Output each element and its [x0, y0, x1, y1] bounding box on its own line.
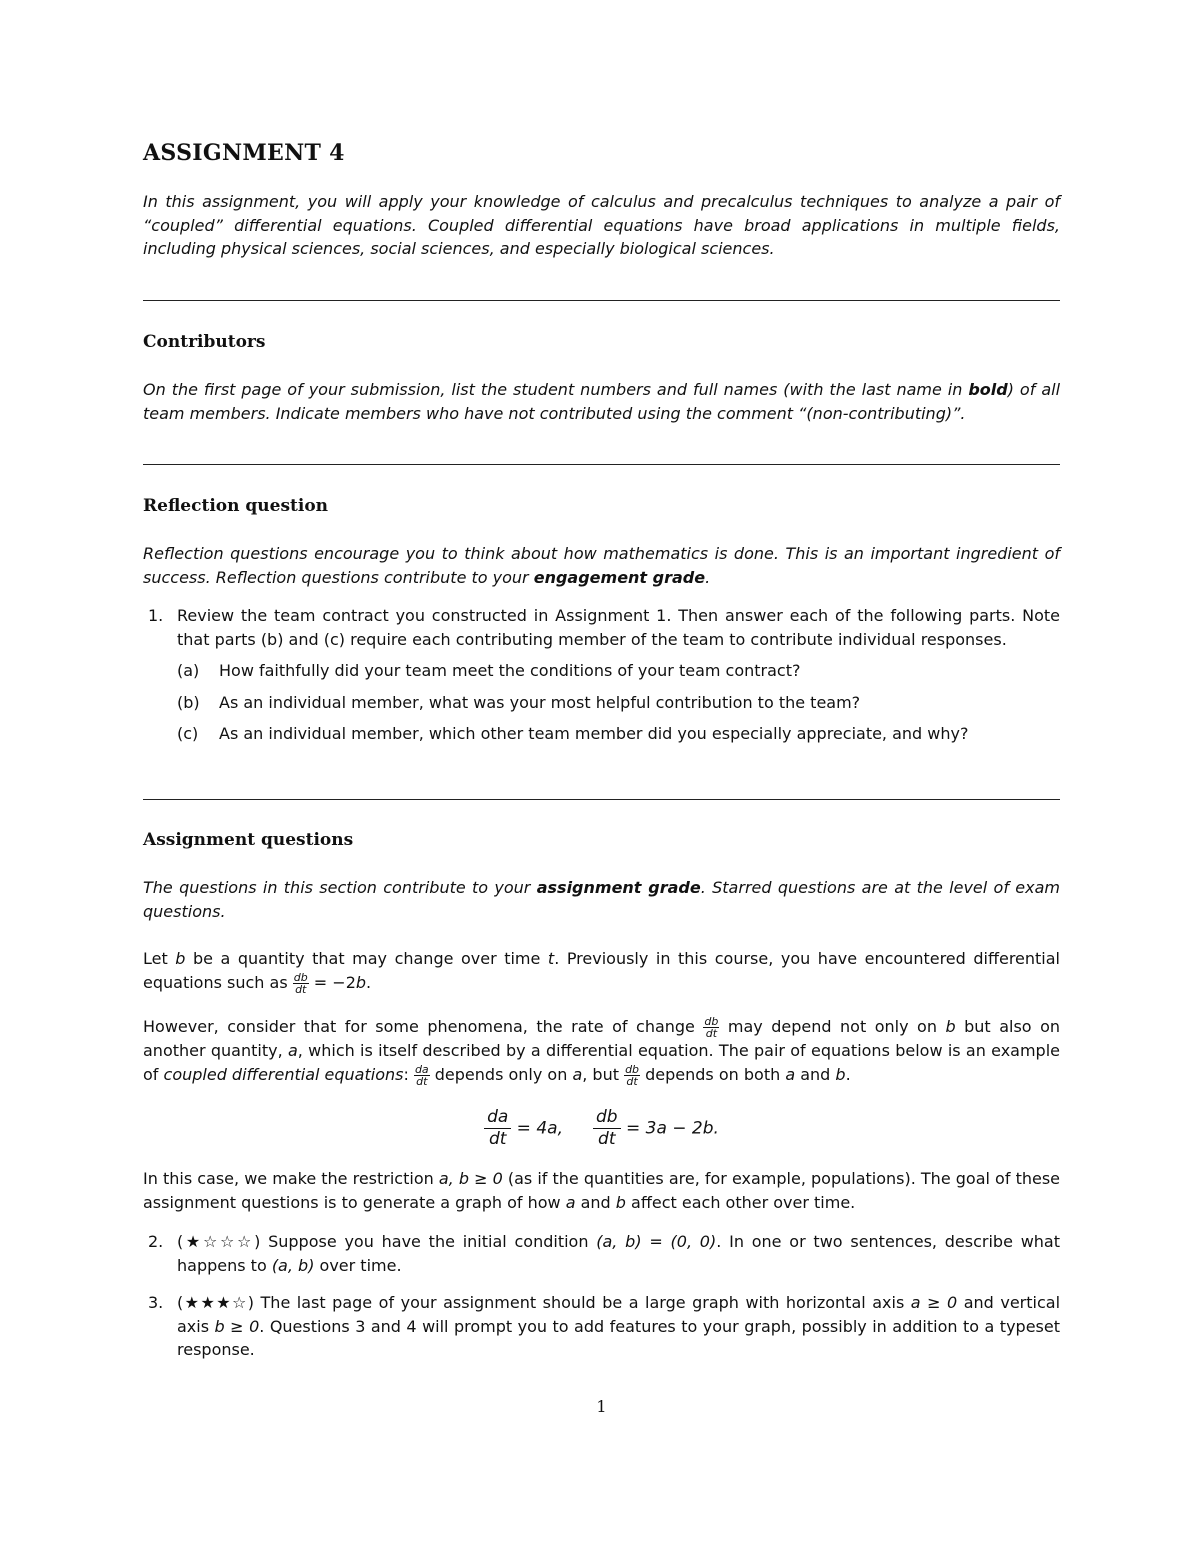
paragraph-restriction: In this case, we make the restriction a, b ≥ 0 (as if the quantities are, for example, populations). The goal of these assignment questions is to generate a graph of how a and b affect each other over time.: [143, 1169, 1060, 1212]
question-1-part-c: (c) As an individual member, which other team member did you especially appreciate, and why?: [177, 724, 969, 743]
section-divider: [143, 799, 1060, 800]
bold-word: bold: [968, 380, 1008, 399]
paragraph-coupled-intro: However, consider that for some phenomena, the rate of change $\frac{db}{dt}$ may depend not only on b but also on another quantity, a, which is itself described by a differential equation. The pair of equations below is an example of coupled differential equations: $\frac{da}{dt}$ depends only on a, but $\frac{db}{dt}$ depends on both a and b.: [143, 1015, 1061, 1088]
question-1-part-b: (b) As an individual member, what was your most helpful contribution to the team?: [177, 692, 861, 712]
assignment-intro: The questions in this section contribute to your assignment grade. Starred questions are at the level of exam questions.: [143, 878, 1061, 921]
page-number: 1: [596, 1397, 607, 1416]
question-1-part-a: (a) How faithfully did your team meet the conditions of your team contract?: [177, 661, 801, 680]
fraction-da-dt: $\frac{da}{dt}$: [484, 1107, 511, 1150]
engagement-grade: engagement grade: [533, 567, 706, 587]
assignment-heading: Assignment questions: [143, 830, 354, 850]
reflection-intro: Reflection questions encourage you to think about how mathematics is done. This is an important ingredient of success. Reflection questions contribute to your engagement grade.: [143, 544, 1060, 587]
question-2: 2. (★☆☆☆) Suppose you have the initial condition (a, b) = (0, 0). In one or two sentences, describe what happens to (a, b) over time.: [148, 1232, 1061, 1275]
question-number: 3.: [148, 1293, 164, 1312]
coupled-equations: $\frac{da}{dt}$ = 4a, $\frac{db}{dt}$ = 3a − 2b.: [143, 1107, 1060, 1150]
question-text: Review the team contract you constructed in Assignment 1. Then answer each of the following parts. Note that parts (b) and (c) require each contributing member of the team to contribute individual responses.: [177, 606, 1060, 649]
reflection-question-list: [143, 604, 1060, 746]
question-number: 1.: [148, 606, 164, 625]
question-number: 2.: [148, 1232, 164, 1251]
fraction-db-dt: $\frac{db}{dt}$: [293, 970, 308, 996]
intro-paragraph: In this assignment, you will apply your knowledge of calculus and precalculus techniques to analyze a pair of “coupled” differential equations. Coupled differential equations have broad applications in multiple fields, including physical sciences, social sciences, and especially biological sciences.: [143, 192, 1060, 258]
question-1: [143, 604, 1060, 651]
fraction-db-dt: $\frac{db}{dt}$: [704, 1015, 719, 1040]
assignment-grade: assignment grade: [536, 878, 701, 897]
contributors-text: On the first page of your submission, list the student numbers and full names (with the last name in bold) of all team members. Indicate members who have not contributed using the comment “(non-contributing)”.: [143, 380, 1061, 423]
fraction-db-dt: $\frac{db}{dt}$: [625, 1062, 640, 1088]
document-title: ASSIGNMENT 4: [143, 140, 345, 166]
question-3: 3. (★★★☆) The last page of your assignment should be a large graph with horizontal axis a ≥ 0 and vertical axis b ≥ 0. Questions 3 and 4 will prompt you to add features to your graph, possibly in addition to a typeset response.: [148, 1293, 1061, 1359]
fraction-da-dt: $\frac{da}{dt}$: [414, 1062, 429, 1088]
contributors-heading: Contributors: [143, 332, 266, 352]
assignment-question-list: [143, 1230, 1060, 1362]
section-divider: [143, 300, 1060, 301]
reflection-heading: Reflection question: [143, 496, 329, 516]
difficulty-stars-icon: (★★★☆): [177, 1293, 255, 1312]
fraction-db-dt: $\frac{db}{dt}$: [593, 1107, 621, 1150]
paragraph-single-de: Let b be a quantity that may change over time t. Previously in this course, you have encountered differential equations such as $\frac{db}{dt}$ = −2b.: [143, 949, 1060, 996]
difficulty-stars-icon: (★☆☆☆): [177, 1232, 261, 1251]
section-divider: [143, 464, 1060, 465]
